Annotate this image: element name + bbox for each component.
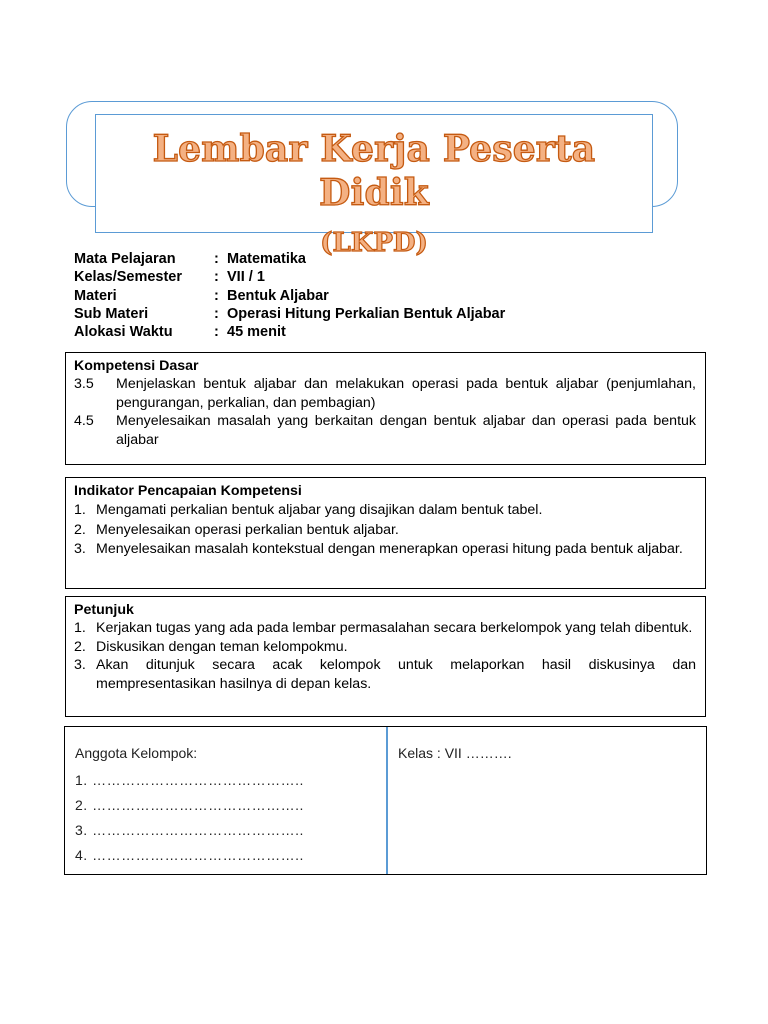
item-number: 3. bbox=[74, 657, 86, 674]
indikator-title: Indikator Pencapaian Kompetensi bbox=[74, 483, 302, 499]
item-text: Menyelesaikan operasi perkalian bentuk aljabar. bbox=[96, 521, 399, 538]
document-subtitle: (LKPD) bbox=[320, 228, 428, 258]
item-text: Diskusikan dengan teman kelompokmu. bbox=[96, 638, 348, 655]
list-item bbox=[74, 375, 696, 412]
meta-value: Operasi Hitung Perkalian Bentuk Aljabar bbox=[227, 305, 506, 322]
meta-colon: : bbox=[214, 251, 219, 267]
list-item bbox=[74, 656, 696, 693]
indikator-box bbox=[65, 477, 706, 589]
kelompok-box bbox=[64, 726, 707, 875]
meta-value: Matematika bbox=[227, 251, 306, 267]
list-item bbox=[74, 501, 696, 520]
item-number: 3. bbox=[74, 541, 86, 558]
meta-row-sub-materi bbox=[74, 305, 505, 323]
document-title: Lembar Kerja Peserta Didik bbox=[152, 128, 596, 214]
meta-row-materi bbox=[74, 287, 505, 305]
meta-label: Materi bbox=[74, 287, 117, 304]
title-box bbox=[95, 114, 653, 258]
item-text: Kerjakan tugas yang ada pada lembar permasalahan secara berkelompok yang telah dibentuk. bbox=[96, 620, 693, 637]
meta-label: Kelas/Semester bbox=[74, 269, 183, 286]
item-number: 3.5 bbox=[74, 376, 94, 393]
member-line-1[interactable]: 1. …………………………………….. bbox=[75, 772, 304, 788]
meta-value: Bentuk Aljabar bbox=[227, 287, 329, 304]
meta-colon: : bbox=[214, 287, 219, 304]
list-item bbox=[74, 412, 696, 449]
item-number: 4.5 bbox=[74, 413, 94, 430]
column-divider bbox=[386, 727, 388, 874]
kompetensi-dasar-title: Kompetensi Dasar bbox=[74, 358, 199, 374]
member-line-4[interactable]: 4. …………………………………….. bbox=[75, 847, 304, 863]
item-text: Menjelaskan bentuk aljabar dan melakukan operasi pada bentuk aljabar (penjumlahan, pengurangan, perkalian, dan pembagian) bbox=[116, 376, 696, 411]
member-line-2[interactable]: 2. …………………………………….. bbox=[75, 797, 304, 813]
member-line-3[interactable]: 3. …………………………………….. bbox=[75, 822, 304, 838]
item-text: Menyelesaikan masalah kontekstual dengan menerapkan operasi hitung pada bentuk aljabar. bbox=[96, 541, 683, 558]
meta-colon: : bbox=[214, 305, 219, 322]
kompetensi-dasar-box bbox=[65, 352, 706, 465]
list-item bbox=[74, 540, 696, 559]
meta-info bbox=[74, 250, 505, 341]
list-item bbox=[74, 638, 696, 656]
anggota-kelompok-label: Anggota Kelompok: bbox=[75, 745, 198, 761]
item-text: Akan ditunjuk secara acak kelompok untuk melaporkan hasil diskusinya dan mempresentasikan hasilnya di depan kelas. bbox=[96, 657, 696, 692]
item-number: 1. bbox=[74, 502, 86, 519]
meta-label: Sub Materi bbox=[74, 305, 149, 322]
item-number: 2. bbox=[74, 521, 86, 538]
meta-value: 45 menit bbox=[227, 324, 286, 341]
petunjuk-title: Petunjuk bbox=[74, 602, 134, 618]
meta-value: VII / 1 bbox=[227, 269, 265, 286]
meta-colon: : bbox=[214, 269, 219, 286]
meta-colon: : bbox=[214, 324, 219, 341]
list-item bbox=[74, 619, 696, 637]
item-text: Menyelesaikan masalah yang berkaitan dengan bentuk aljabar dan operasi pada bentuk aljabar bbox=[116, 413, 696, 448]
item-text: Mengamati perkalian bentuk aljabar yang disajikan dalam bentuk tabel. bbox=[96, 502, 543, 519]
meta-label: Alokasi Waktu bbox=[74, 324, 173, 341]
meta-row-mata-pelajaran bbox=[74, 250, 505, 268]
meta-label: Mata Pelajaran bbox=[74, 251, 176, 267]
kelas-field[interactable]: Kelas : VII ………. bbox=[398, 745, 512, 761]
petunjuk-box bbox=[65, 596, 706, 717]
item-number: 2. bbox=[74, 638, 86, 655]
meta-row-alokasi-waktu bbox=[74, 323, 505, 341]
meta-row-kelas-semester bbox=[74, 268, 505, 286]
item-number: 1. bbox=[74, 620, 86, 637]
list-item bbox=[74, 521, 696, 540]
